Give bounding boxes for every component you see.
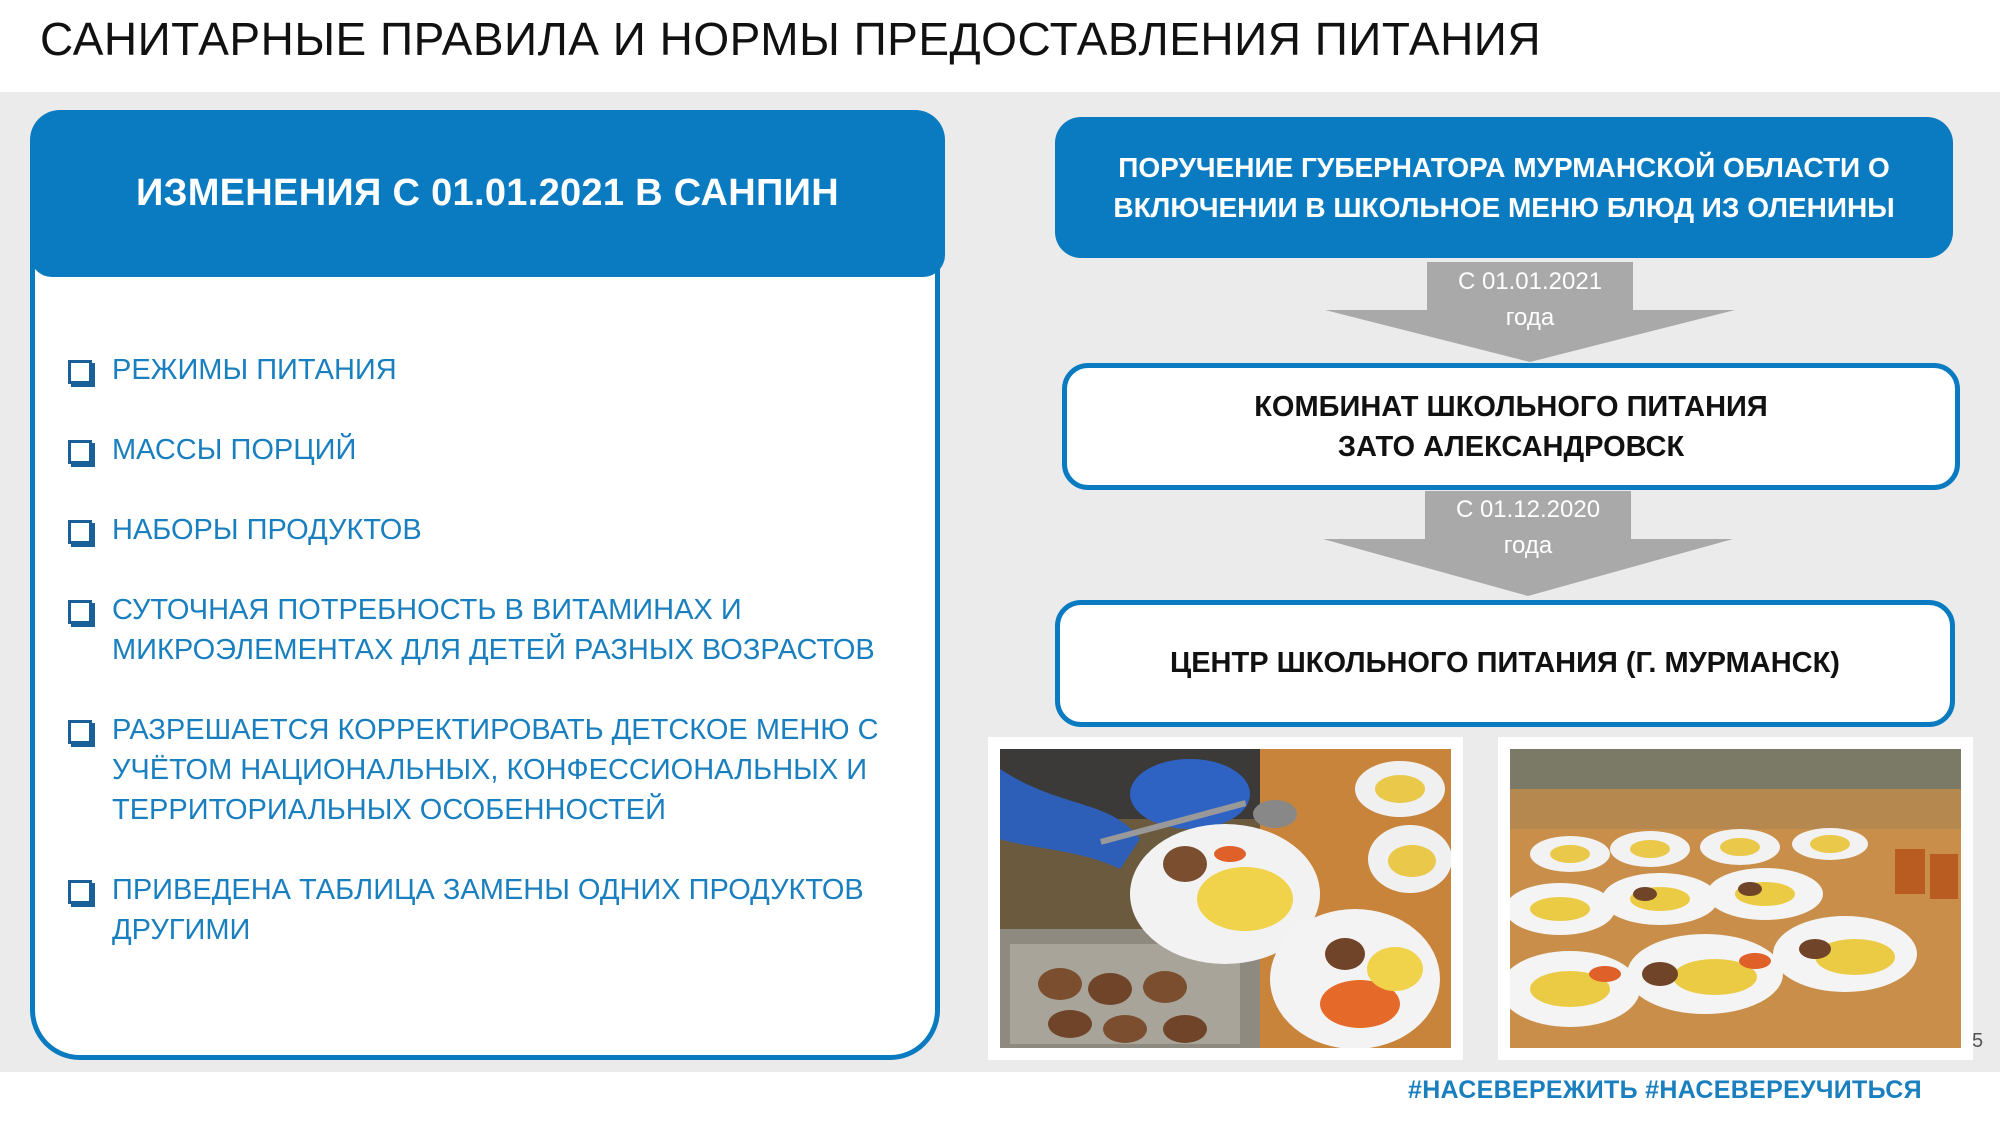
list-item-text: НАБОРЫ ПРОДУКТОВ [112,514,422,546]
checkbox-bullet-icon [68,880,92,904]
page-number: 5 [1972,1030,1984,1052]
checkbox-bullet-icon [68,360,92,384]
list-item [68,870,908,950]
list-item-text: РЕЖИМЫ ПИТАНИЯ [112,354,397,386]
checkbox-bullet-icon [68,520,92,544]
list-item-text: РАЗРЕШАЕТСЯ КОРРЕКТИРОВАТЬ ДЕТСКОЕ МЕНЮ С УЧЁТОМ НАЦИОНАЛЬНЫХ, КОНФЕССИОНАЛЬНЫХ И ТЕРРИТОРИАЛЬНЫХ ОСОБЕННОСТЕЙ [112,714,879,826]
kshp-aleksandrovsk-box: КОМБИНАТ ШКОЛЬНОГО ПИТАНИЯ ЗАТО АЛЕКСАНДРОВСК [1062,363,1960,490]
list-item-text: СУТОЧНАЯ ПОТРЕБНОСТЬ В ВИТАМИНАХ И МИКРОЭЛЕМЕНТАХ ДЛЯ ДЕТЕЙ РАЗНЫХ ВОЗРАСТОВ [112,594,875,666]
dining-hall-photo [1498,737,1973,1060]
governor-order-box: ПОРУЧЕНИЕ ГУБЕРНАТОРА МУРМАНСКОЙ ОБЛАСТИ О ВКЛЮЧЕНИИ В ШКОЛЬНОЕ МЕНЮ БЛЮД ИЗ ОЛЕНИНЫ [1055,117,1953,258]
food-serving-image [1000,749,1451,1048]
list-item-text: МАССЫ ПОРЦИЙ [112,434,357,466]
sanpin-changes-header: ИЗМЕНЕНИЯ С 01.01.2021 В САНПИН [30,110,945,277]
csp-murmansk-box: ЦЕНТР ШКОЛЬНОГО ПИТАНИЯ (Г. МУРМАНСК) [1055,600,1955,727]
arrow-label-2020: С 01.12.2020 года [1455,496,1601,559]
list-item [68,510,908,550]
list-item [68,590,908,670]
arrow-label-2021: С 01.01.2021 года [1457,268,1603,331]
list-item [68,350,908,390]
hashtags: #НАСЕВЕРЕЖИТЬ #НАСЕВЕРЕУЧИТЬСЯ [1408,1076,1922,1104]
list-item-text: ПРИВЕДЕНА ТАБЛИЦА ЗАМЕНЫ ОДНИХ ПРОДУКТОВ ДРУГИМИ [112,874,864,946]
checkbox-bullet-icon [68,600,92,624]
list-item [68,710,908,830]
checkbox-bullet-icon [68,720,92,744]
dining-hall-image [1510,749,1961,1048]
slide-title: САНИТАРНЫЕ ПРАВИЛА И НОРМЫ ПРЕДОСТАВЛЕНИЯ ПИТАНИЯ [40,13,1542,65]
sanpin-changes-list [68,350,908,990]
food-serving-photo [988,737,1463,1060]
list-item [68,430,908,470]
checkbox-bullet-icon [68,440,92,464]
